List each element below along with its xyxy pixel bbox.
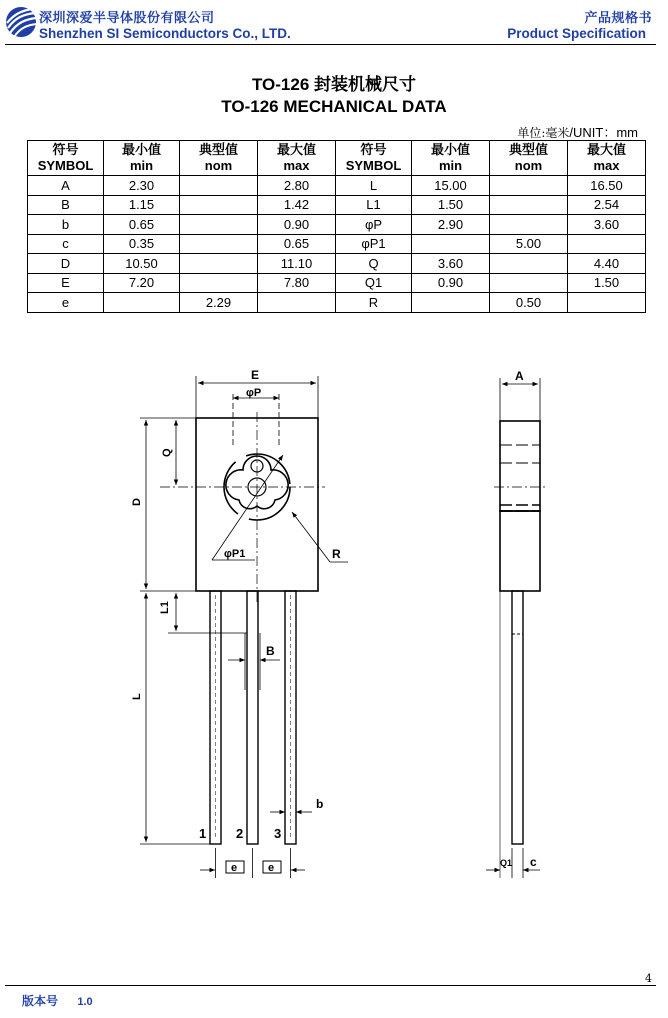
table-cell: 0.90 <box>412 273 490 293</box>
table-cell: 1.42 <box>258 195 336 215</box>
version-label: 版本号 <box>22 994 59 1008</box>
table-cell <box>180 215 258 235</box>
company-name-cn: 深圳深爱半导体股份有限公司 <box>39 11 215 26</box>
table-cell <box>180 254 258 274</box>
table-cell: 2.30 <box>104 176 180 196</box>
table-row <box>28 215 646 235</box>
page-number: 4 <box>645 972 652 985</box>
side-body-outline <box>500 421 540 511</box>
label-B: B <box>266 644 275 658</box>
label-phiP: φP <box>246 387 262 399</box>
label-E: E <box>251 368 260 382</box>
unit-label <box>517 122 638 141</box>
table-cell: R <box>336 293 412 313</box>
table-cell: E <box>28 273 104 293</box>
table-cell: 1.15 <box>104 195 180 215</box>
table-cell <box>490 176 568 196</box>
table-cell <box>490 195 568 215</box>
label-Q: Q <box>161 448 173 457</box>
table-cell: 2.80 <box>258 176 336 196</box>
table-cell: φP1 <box>336 234 412 254</box>
header-cell: 最小值 min <box>412 141 490 176</box>
table-cell <box>490 254 568 274</box>
table-cell: 3.60 <box>412 254 490 274</box>
table-cell: 7.80 <box>258 273 336 293</box>
table-cell: 0.35 <box>104 234 180 254</box>
table-cell: 0.65 <box>258 234 336 254</box>
table-cell <box>180 234 258 254</box>
table-cell: Q1 <box>336 273 412 293</box>
header-cell: 最大值 max <box>568 141 646 176</box>
table-cell <box>180 176 258 196</box>
label-L: L <box>131 693 143 700</box>
table-row <box>28 234 646 254</box>
version-value: 1.0 <box>77 996 93 1008</box>
page-title-en: TO-126 MECHANICAL DATA <box>221 97 447 116</box>
table-cell: 10.50 <box>104 254 180 274</box>
table-cell: φP <box>336 215 412 235</box>
table-cell: L1 <box>336 195 412 215</box>
header-cell: 最大值 max <box>258 141 336 176</box>
footer-divider <box>5 985 656 986</box>
table-cell: 0.65 <box>104 215 180 235</box>
table-row <box>28 254 646 274</box>
company-logo-icon <box>5 4 37 40</box>
header-cell: 符号 SYMBOL <box>336 141 412 176</box>
table-cell <box>490 215 568 235</box>
table-cell <box>180 195 258 215</box>
version-info <box>22 992 93 1009</box>
title-cn-text: 封装机械尺寸 <box>314 75 417 95</box>
table-cell <box>490 273 568 293</box>
table-cell <box>104 293 180 313</box>
header-divider <box>5 44 656 45</box>
table-cell: 1.50 <box>412 195 490 215</box>
table-row <box>28 195 646 215</box>
title-package-code: TO-126 <box>251 75 310 94</box>
unit-label-en: /UNIT：mm <box>569 125 638 140</box>
label-b: b <box>316 797 324 811</box>
table-cell: 2.29 <box>180 293 258 313</box>
table-cell <box>258 293 336 313</box>
table-row <box>28 176 646 196</box>
label-Q1: Q1 <box>500 858 513 868</box>
table-cell: 2.90 <box>412 215 490 235</box>
label-L1: L1 <box>159 601 171 614</box>
table-cell: c <box>28 234 104 254</box>
table-row <box>28 293 646 313</box>
header-cell: 典型值 nom <box>490 141 568 176</box>
table-cell <box>568 293 646 313</box>
doc-type-cn: 产品规格书 <box>584 11 652 26</box>
table-cell: 0.90 <box>258 215 336 235</box>
table-cell <box>412 293 490 313</box>
label-pin3: 3 <box>274 826 282 841</box>
table-cell: B <box>28 195 104 215</box>
table-cell: L <box>336 176 412 196</box>
table-cell: b <box>28 215 104 235</box>
label-A: A <box>515 369 524 383</box>
table-cell <box>568 234 646 254</box>
doc-type-en: Product Specification <box>507 26 646 41</box>
label-c: c <box>530 855 537 869</box>
table-cell: 2.54 <box>568 195 646 215</box>
table-cell: 15.00 <box>412 176 490 196</box>
dimension-table <box>27 140 646 313</box>
header-cell: 典型值 nom <box>180 141 258 176</box>
table-header-row <box>28 141 646 176</box>
table-cell <box>180 273 258 293</box>
table-cell <box>412 234 490 254</box>
label-pin2: 2 <box>236 826 244 841</box>
table-row <box>28 273 646 293</box>
table-cell: 11.10 <box>258 254 336 274</box>
table-cell: 7.20 <box>104 273 180 293</box>
label-phiP1: φP1 <box>224 548 246 560</box>
company-name-en: Shenzhen SI Semiconductors Co., LTD. <box>39 26 291 41</box>
label-e2: e <box>268 862 275 874</box>
page-title-cn <box>0 70 668 95</box>
label-pin1: 1 <box>199 826 207 841</box>
table-cell: 0.50 <box>490 293 568 313</box>
header-cell: 符号 SYMBOL <box>28 141 104 176</box>
table-cell: 1.50 <box>568 273 646 293</box>
header-cell: 最小值 min <box>104 141 180 176</box>
table-cell: 3.60 <box>568 215 646 235</box>
table-cell: 5.00 <box>490 234 568 254</box>
label-e1: e <box>231 862 238 874</box>
label-D: D <box>131 498 143 506</box>
unit-label-cn: 单位:毫米 <box>517 126 570 140</box>
table-cell: e <box>28 293 104 313</box>
label-R: R <box>332 547 341 561</box>
table-cell: A <box>28 176 104 196</box>
mechanical-drawing <box>0 360 668 890</box>
table-cell: 16.50 <box>568 176 646 196</box>
table-cell: 4.40 <box>568 254 646 274</box>
table-cell: Q <box>336 254 412 274</box>
table-cell: D <box>28 254 104 274</box>
